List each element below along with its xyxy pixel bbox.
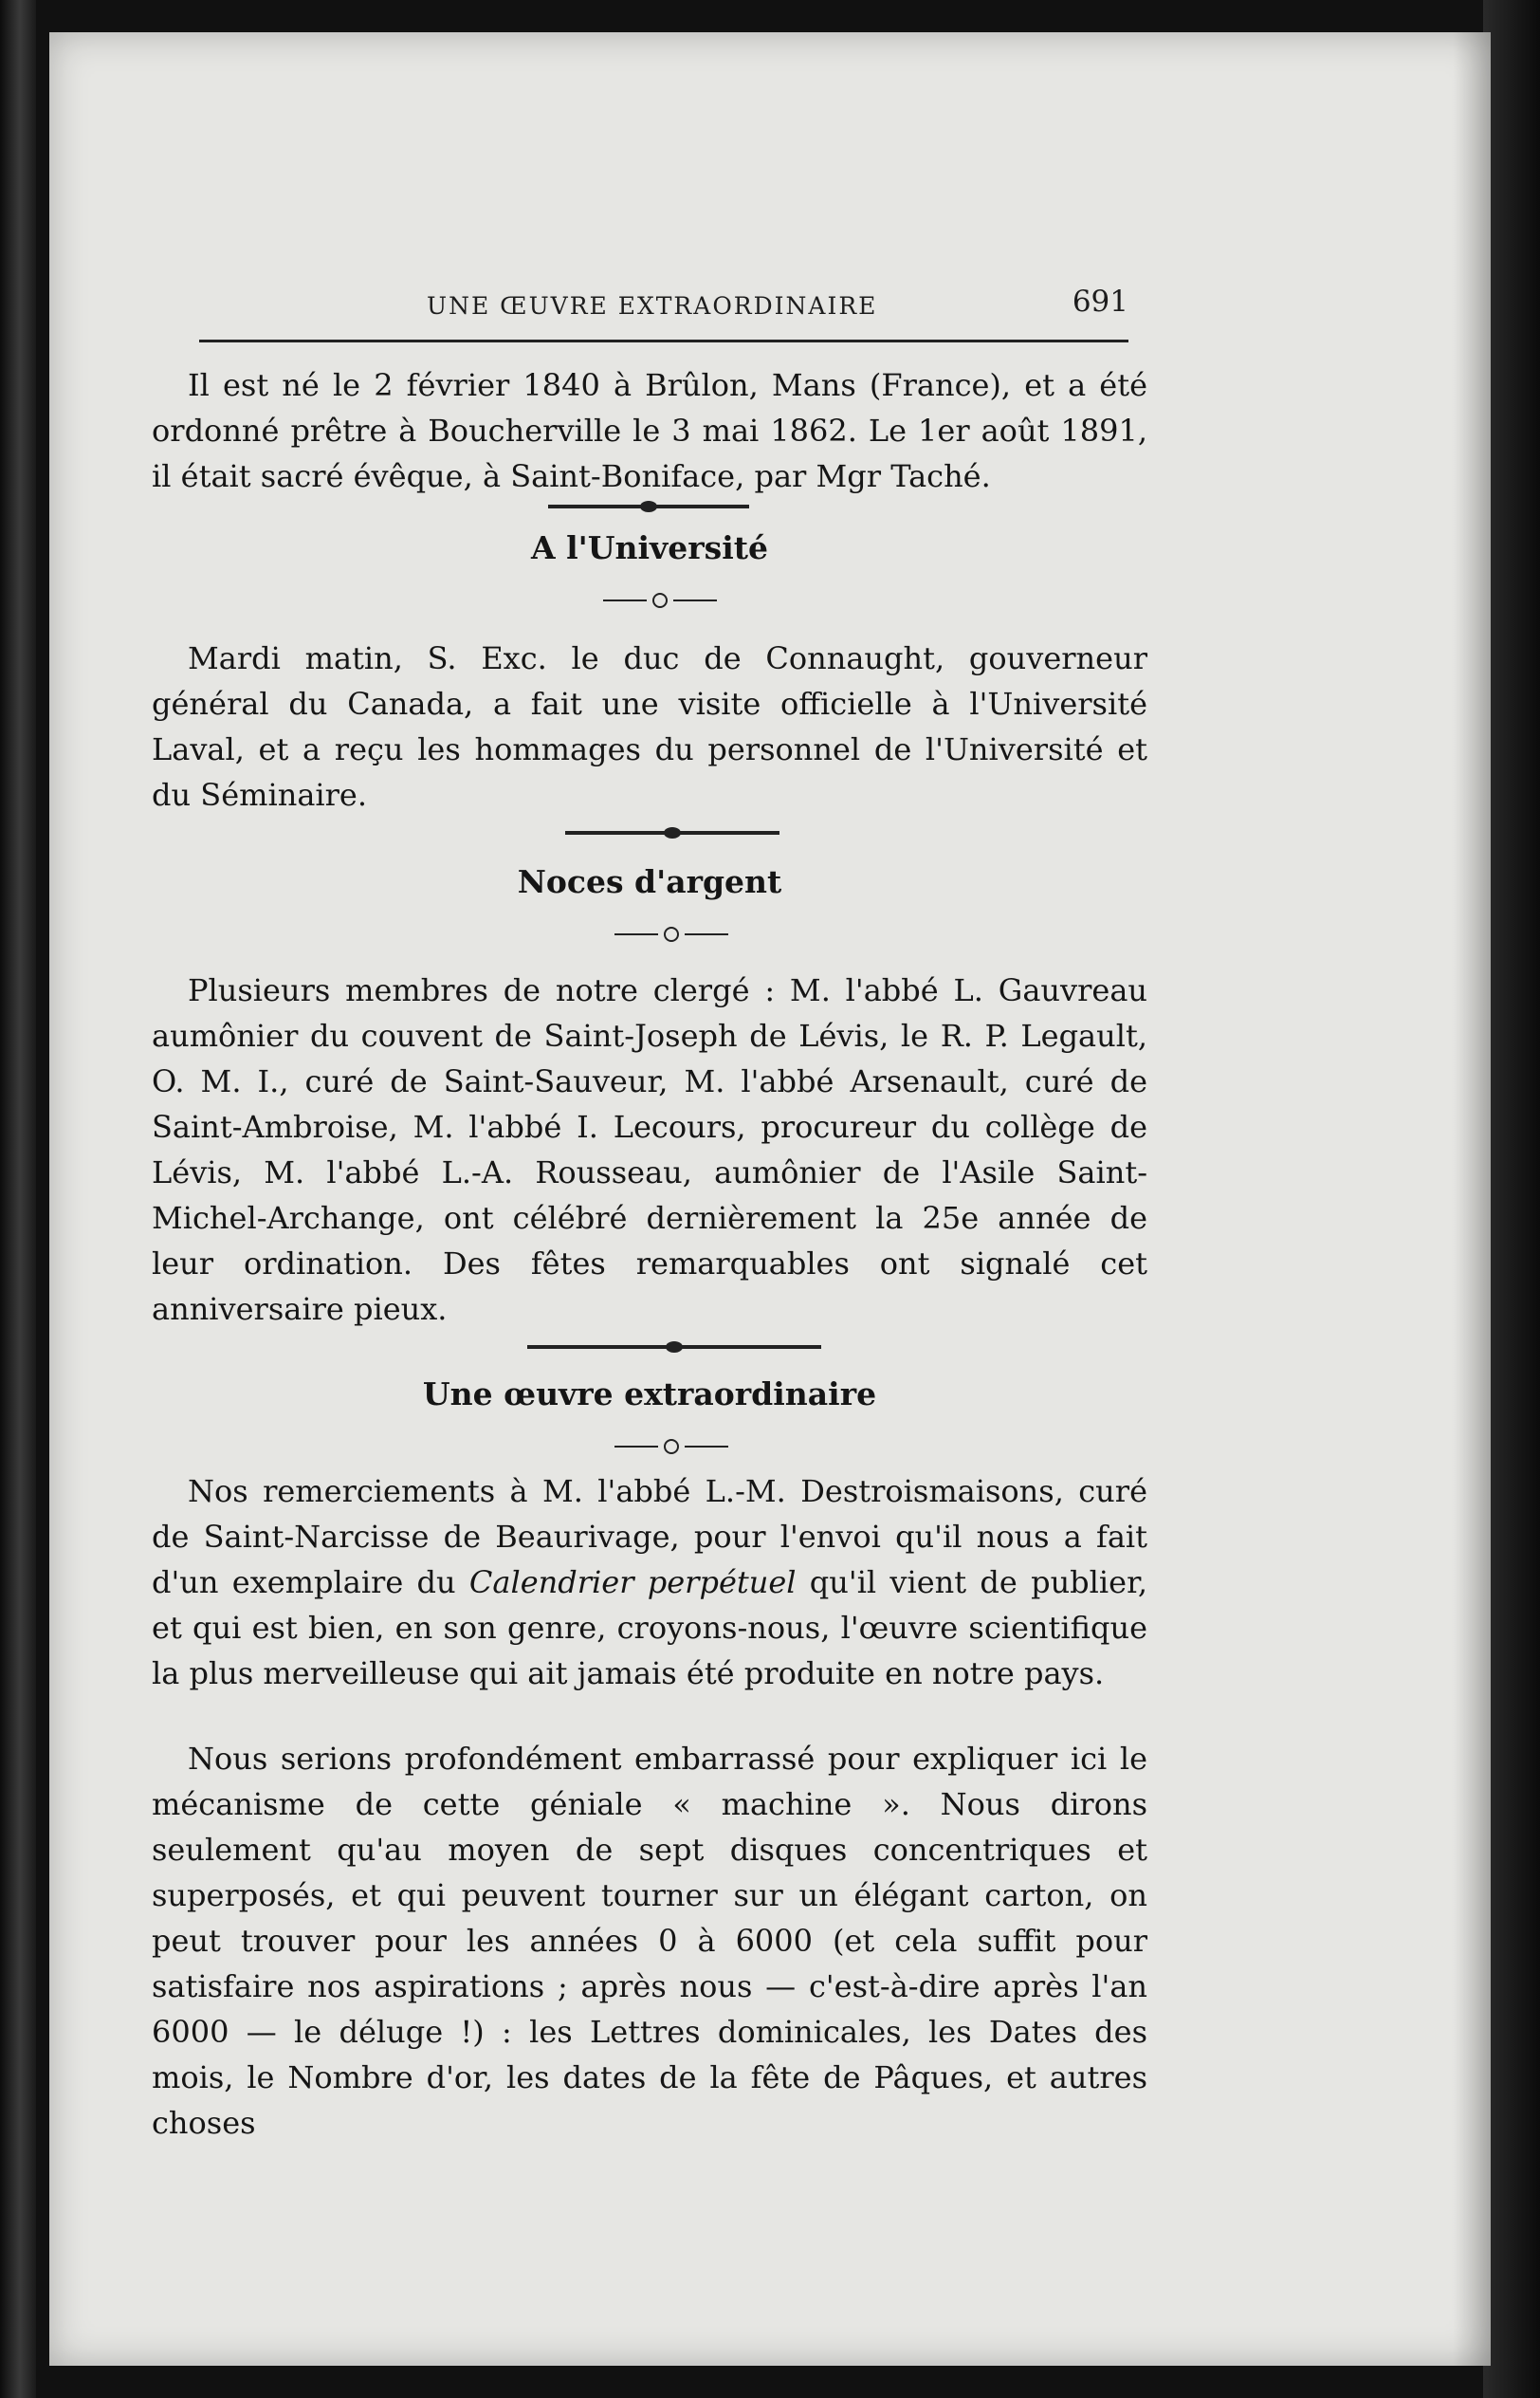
section-heading-universite: A l'Université [531,529,768,566]
section-heading-oeuvre: Une œuvre extraordinaire [422,1375,877,1412]
running-head [199,267,1128,324]
running-title: UNE ŒUVRE EXTRAORDINAIRE [427,292,878,320]
paragraph-oeuvre-1 [152,1468,1147,1696]
paragraph-noces: Plusieurs membres de notre clergé : M. l'abbé L. Gauvreau aumônier du couvent de Saint-Joseph de Lévis, le R. P. Legault, O. M. I., curé de Saint-Sauveur, M. l'abbé Arsenault, curé de Saint-Ambroise, M. l'abbé I. Lecours, procureur du collège de Lévis, M. l'abbé L.-A. Rousseau, aumônier de l'Asile Saint-Michel-Archange, ont célébré dernièrement la 25e année de leur ordination. Des fêtes remarquables ont signalé cet anniversaire pieux. [152,972,1147,1327]
header-rule [199,340,1128,342]
ornament-dot [664,827,681,839]
intro-paragraph: Il est né le 2 février 1840 à Brûlon, Mans (France), et a été ordonné prêtre à Boucherville le 3 mai 1862. Le 1er août 1891, il était sacré évêque, à Saint-Boniface, par Mgr Taché. [152,367,1147,494]
ornament-dot [640,501,657,512]
ornament-divider [527,1345,821,1349]
paragraph-universite: Mardi matin, S. Exc. le duc de Connaught, gouverneur général du Canada, a fait une visite officielle à l'Université Laval, et a reçu les hommages du personnel de l'Université et du Séminaire. [152,640,1147,813]
book-title-italic: Calendrier perpétuel [468,1564,797,1600]
section-heading-noces: Noces d'argent [517,863,782,900]
paragraph-oeuvre-2: Nous serions profondément embarrassé pour expliquer ici le mécanisme de cette géniale « machine ». Nous dirons seulement qu'au moyen de sept disques concentriques et superposés, et qui peuvent tourner sur un élégant carton, on peut trouver pour les années 0 à 6000 (et cela suffit pour satisfaire nos aspirations ; après nous — c'est-à-dire après l'an 6000 — le déluge !) : les Lettres dominicales, les Dates des mois, le Nombre d'or, les dates de la fête de Pâques, et autres choses [152,1741,1147,2141]
small-separator [565,582,755,614]
ornament-divider [565,831,779,835]
book-edge-right [1483,0,1540,2398]
page-shadow [1453,32,1491,2366]
book-edge-left [0,0,36,2398]
small-separator [577,916,766,948]
paragraph-text: qu'il vient de publier, et qui est bien, en son genre, croyons-nous, l'œuvre scientifique la plus merveilleuse qui ait jamais été produite en notre pays. [152,1564,1148,1691]
ornament-divider [548,505,749,508]
page-number: 691 [1072,285,1128,319]
ornament-dot [666,1341,683,1353]
paragraph-text: Nos remerciements à M. l'abbé L.-M. Destroismaisons, curé de Saint-Narcisse de Beaurivage, pour l'envoi qu'il nous a fait d'un exemplaire du [152,1473,1147,1600]
small-separator [577,1429,766,1460]
